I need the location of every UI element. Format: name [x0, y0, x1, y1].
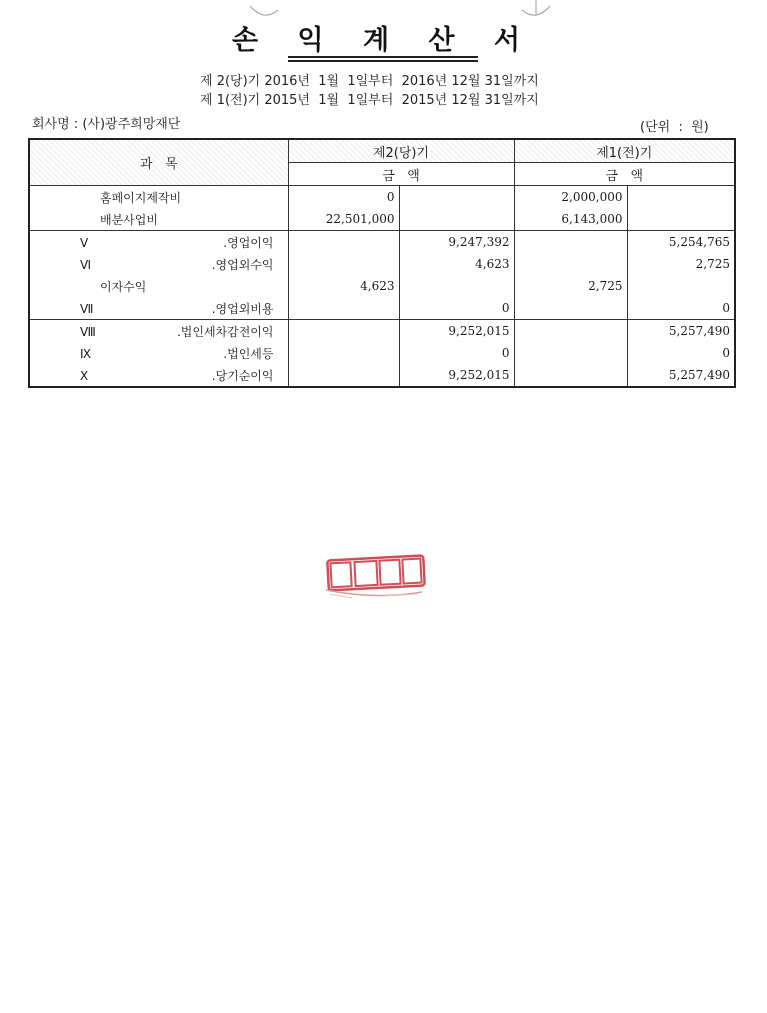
row-current-detail	[288, 320, 399, 343]
row-current-total: 0	[399, 297, 514, 320]
table-row	[29, 231, 735, 254]
row-current-total: 9,247,392	[399, 231, 514, 254]
row-prior-total	[627, 275, 735, 297]
row-subject: Ⅶ.영업외비용	[29, 297, 288, 320]
title-underline	[288, 56, 478, 58]
title-underline-2	[288, 60, 478, 62]
row-prior-total: 5,257,490	[627, 320, 735, 343]
subject-header: 과 목	[29, 139, 288, 186]
table-row	[29, 297, 735, 320]
row-current-total: 9,252,015	[399, 320, 514, 343]
row-current-detail: 22,501,000	[288, 208, 399, 231]
row-current-detail	[288, 231, 399, 254]
row-subject: Ⅴ.영업이익	[29, 231, 288, 254]
row-subject: Ⅹ.당기순이익	[29, 364, 288, 387]
unit-label: (단위 : 원)	[640, 120, 709, 135]
row-subject: 홈페이지제작비	[29, 186, 288, 209]
current-period-header: 제2(당)기	[288, 139, 514, 163]
row-prior-detail	[514, 231, 627, 254]
table-row	[29, 320, 735, 343]
row-current-detail: 0	[288, 186, 399, 209]
income-statement-table	[28, 138, 736, 388]
row-prior-total: 5,254,765	[627, 231, 735, 254]
row-current-detail: 4,623	[288, 275, 399, 297]
table-row	[29, 364, 735, 387]
table-row	[29, 186, 735, 209]
row-prior-total: 5,257,490	[627, 364, 735, 387]
row-prior-detail	[514, 342, 627, 364]
row-current-total: 0	[399, 342, 514, 364]
current-amount-header: 금 액	[288, 163, 514, 186]
table-row	[29, 342, 735, 364]
period-current: 제 2(당)기 2016년 1월 1일부터 2016년 12월 31일까지	[200, 74, 539, 89]
table-row	[29, 208, 735, 231]
row-subject: 배분사업비	[29, 208, 288, 231]
row-prior-total: 2,725	[627, 253, 735, 275]
row-subject: 이자수익	[29, 275, 288, 297]
table-row	[29, 253, 735, 275]
prior-period-header: 제1(전)기	[514, 139, 735, 163]
row-prior-detail: 2,725	[514, 275, 627, 297]
row-prior-detail: 6,143,000	[514, 208, 627, 231]
prior-amount-header: 금 액	[514, 163, 735, 186]
row-prior-detail: 2,000,000	[514, 186, 627, 209]
row-subject: Ⅸ.법인세등	[29, 342, 288, 364]
row-prior-detail	[514, 320, 627, 343]
row-current-total	[399, 275, 514, 297]
period-prior: 제 1(전)기 2015년 1월 1일부터 2015년 12월 31일까지	[200, 93, 539, 108]
row-current-detail	[288, 253, 399, 275]
company-seal-stamp	[322, 552, 428, 602]
row-prior-detail	[514, 364, 627, 387]
row-current-total: 9,252,015	[399, 364, 514, 387]
document-title: 손 익 계 산 서	[231, 25, 535, 56]
row-prior-total: 0	[627, 297, 735, 320]
row-current-total: 4,623	[399, 253, 514, 275]
row-prior-total: 0	[627, 342, 735, 364]
row-subject: Ⅷ.법인세차감전이익	[29, 320, 288, 343]
row-subject: Ⅵ.영업외수익	[29, 253, 288, 275]
row-current-total	[399, 186, 514, 209]
row-prior-total	[627, 208, 735, 231]
row-current-total	[399, 208, 514, 231]
company-name: 회사명 : (사)광주희망재단	[32, 117, 181, 132]
row-current-detail	[288, 342, 399, 364]
table-header-row	[29, 139, 735, 163]
row-current-detail	[288, 364, 399, 387]
row-prior-detail	[514, 297, 627, 320]
row-current-detail	[288, 297, 399, 320]
row-prior-detail	[514, 253, 627, 275]
row-prior-total	[627, 186, 735, 209]
table-row	[29, 275, 735, 297]
